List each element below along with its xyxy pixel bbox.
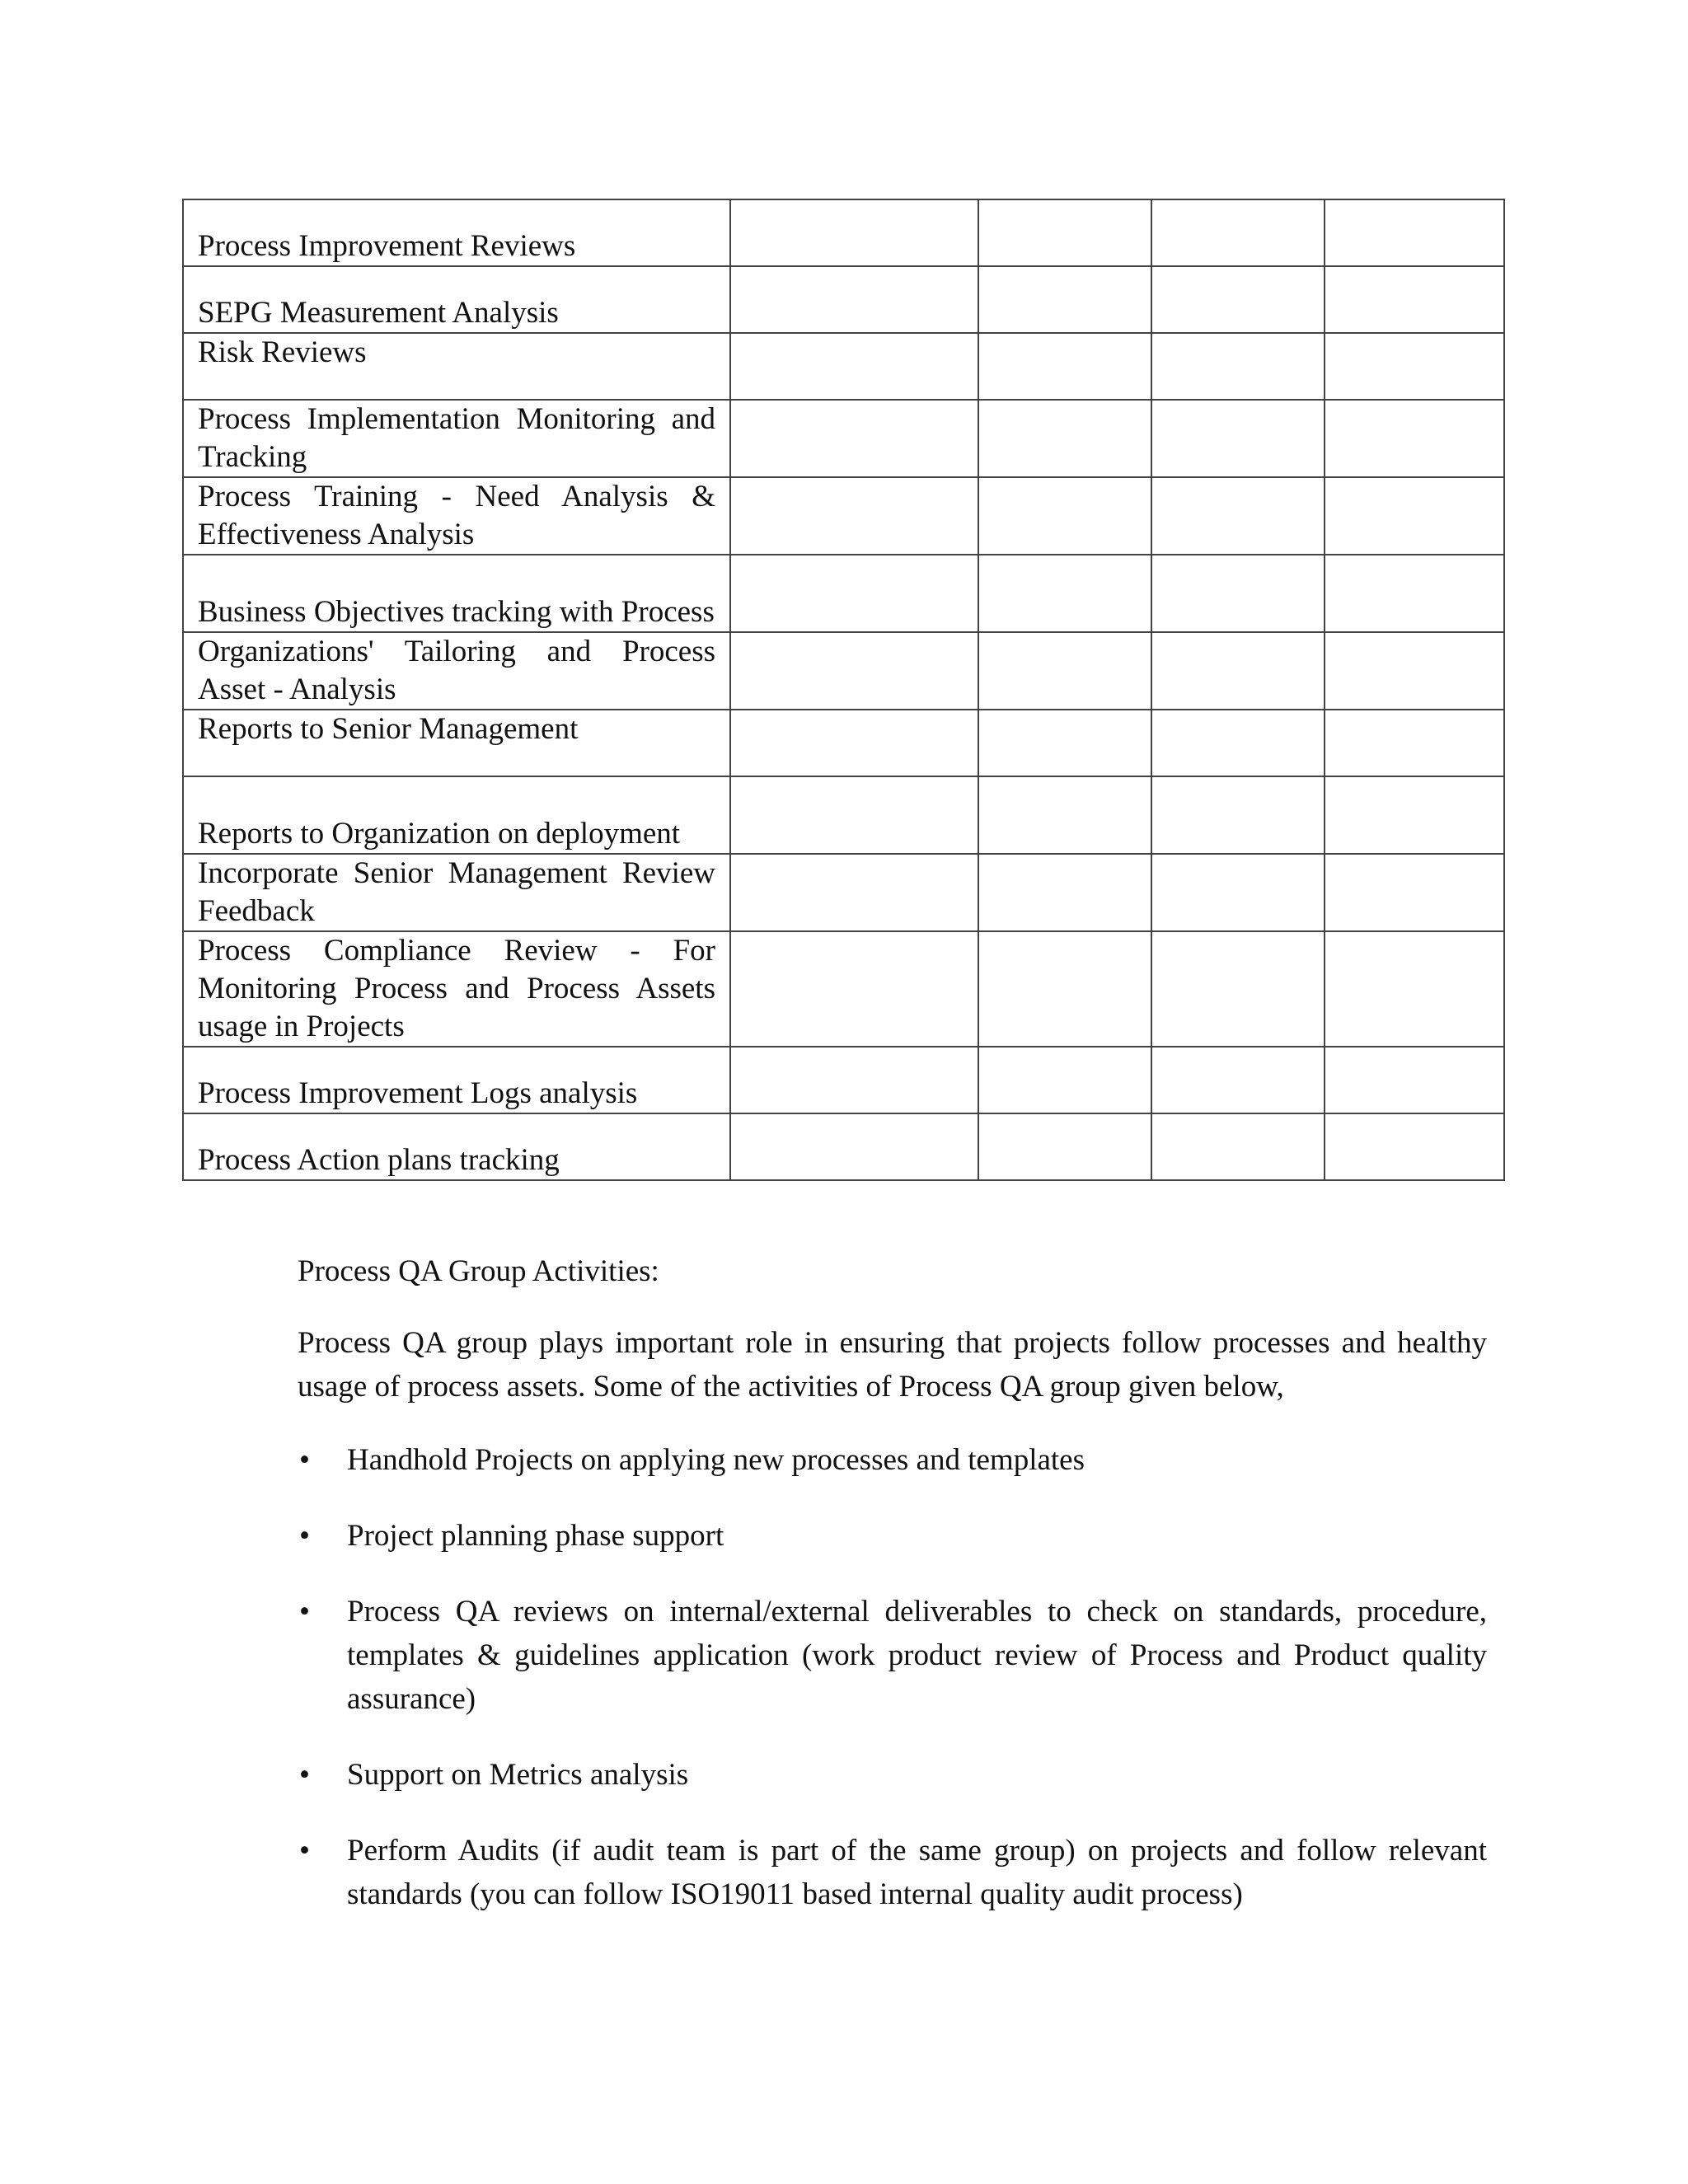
activity-name-cell: Process Implementation Monitoring and Tracking bbox=[183, 400, 730, 477]
activities-table bbox=[182, 199, 1505, 1181]
empty-cell bbox=[730, 400, 978, 477]
list-item bbox=[298, 1590, 1487, 1721]
empty-cell bbox=[978, 199, 1151, 266]
bullet-icon: • bbox=[299, 1443, 310, 1477]
empty-cell bbox=[978, 931, 1151, 1047]
activities-bullet-list bbox=[298, 1438, 1487, 1948]
empty-cell bbox=[1325, 199, 1504, 266]
empty-cell bbox=[978, 400, 1151, 477]
activity-name-cell: Risk Reviews bbox=[183, 333, 730, 400]
empty-cell bbox=[730, 199, 978, 266]
empty-cell bbox=[730, 333, 978, 400]
empty-cell bbox=[730, 710, 978, 776]
activity-name-cell: Reports to Senior Management bbox=[183, 710, 730, 776]
table-row bbox=[183, 199, 1504, 266]
table-row bbox=[183, 477, 1504, 555]
activity-name-cell: Organizations' Tailoring and Process Asset - Analysis bbox=[183, 632, 730, 710]
table-row bbox=[183, 776, 1504, 854]
empty-cell bbox=[1151, 199, 1325, 266]
list-item bbox=[298, 1438, 1487, 1482]
empty-cell bbox=[1151, 710, 1325, 776]
empty-cell bbox=[978, 1047, 1151, 1113]
list-item-text: Handhold Projects on applying new processes and templates bbox=[347, 1443, 1085, 1477]
empty-cell bbox=[978, 333, 1151, 400]
activity-name-cell: Process Improvement Reviews bbox=[183, 199, 730, 266]
empty-cell bbox=[1151, 776, 1325, 854]
bullet-icon: • bbox=[299, 1519, 310, 1553]
list-item-text: Perform Audits (if audit team is part of the same group) on projects and follow relevant standards (you can follow ISO19011 based internal quality audit process) bbox=[347, 1834, 1487, 1911]
empty-cell bbox=[1151, 1113, 1325, 1180]
section-intro-paragraph: Process QA group plays important role in ensuring that projects follow processes and healthy usage of process assets. Some of the activities of Process QA group given below, bbox=[298, 1326, 1487, 1404]
section-heading: Process QA Group Activities: bbox=[298, 1254, 659, 1288]
empty-cell bbox=[1325, 555, 1504, 632]
empty-cell bbox=[1151, 931, 1325, 1047]
list-item-text: Support on Metrics analysis bbox=[347, 1758, 689, 1792]
table-row bbox=[183, 854, 1504, 931]
empty-cell bbox=[1325, 477, 1504, 555]
empty-cell bbox=[1325, 333, 1504, 400]
bullet-icon: • bbox=[299, 1758, 310, 1792]
activity-name-cell: Process Training - Need Analysis & Effectiveness Analysis bbox=[183, 477, 730, 555]
empty-cell bbox=[1151, 266, 1325, 333]
empty-cell bbox=[730, 776, 978, 854]
empty-cell bbox=[1151, 477, 1325, 555]
empty-cell bbox=[978, 710, 1151, 776]
empty-cell bbox=[1325, 1113, 1504, 1180]
table-row bbox=[183, 632, 1504, 710]
list-item-text: Process QA reviews on internal/external deliverables to check on standards, procedure, templates & guidelines application (work product review of Process and Product quality assurance) bbox=[347, 1595, 1487, 1716]
list-item bbox=[298, 1753, 1487, 1797]
empty-cell bbox=[1151, 854, 1325, 931]
empty-cell bbox=[1325, 1047, 1504, 1113]
empty-cell bbox=[978, 555, 1151, 632]
empty-cell bbox=[730, 1047, 978, 1113]
empty-cell bbox=[978, 632, 1151, 710]
empty-cell bbox=[978, 854, 1151, 931]
empty-cell bbox=[730, 931, 978, 1047]
empty-cell bbox=[1325, 710, 1504, 776]
empty-cell bbox=[1325, 266, 1504, 333]
empty-cell bbox=[1151, 400, 1325, 477]
activity-name-cell: Process Action plans tracking bbox=[183, 1113, 730, 1180]
empty-cell bbox=[1151, 333, 1325, 400]
bullet-icon: • bbox=[299, 1595, 310, 1629]
bullet-icon: • bbox=[299, 1834, 310, 1868]
activity-name-cell: Incorporate Senior Management Review Feedback bbox=[183, 854, 730, 931]
table-row bbox=[183, 333, 1504, 400]
empty-cell bbox=[730, 854, 978, 931]
table-row bbox=[183, 400, 1504, 477]
list-item bbox=[298, 1514, 1487, 1558]
table-row bbox=[183, 710, 1504, 776]
empty-cell bbox=[1325, 776, 1504, 854]
empty-cell bbox=[730, 266, 978, 333]
activity-name-cell: SEPG Measurement Analysis bbox=[183, 266, 730, 333]
empty-cell bbox=[978, 1113, 1151, 1180]
table-row bbox=[183, 555, 1504, 632]
empty-cell bbox=[978, 266, 1151, 333]
table-row bbox=[183, 266, 1504, 333]
empty-cell bbox=[1325, 632, 1504, 710]
empty-cell bbox=[730, 555, 978, 632]
empty-cell bbox=[730, 632, 978, 710]
empty-cell bbox=[1325, 854, 1504, 931]
table-row bbox=[183, 1113, 1504, 1180]
empty-cell bbox=[978, 776, 1151, 854]
empty-cell bbox=[1325, 931, 1504, 1047]
empty-cell bbox=[978, 477, 1151, 555]
empty-cell bbox=[730, 477, 978, 555]
empty-cell bbox=[1151, 1047, 1325, 1113]
table-row bbox=[183, 1047, 1504, 1113]
activity-name-cell: Process Improvement Logs analysis bbox=[183, 1047, 730, 1113]
empty-cell bbox=[1151, 632, 1325, 710]
table-row bbox=[183, 931, 1504, 1047]
activity-name-cell: Reports to Organization on deployment bbox=[183, 776, 730, 854]
activity-name-cell: Process Compliance Review - For Monitoring Process and Process Assets usage in Projects bbox=[183, 931, 730, 1047]
activity-name-cell: Business Objectives tracking with Process bbox=[183, 555, 730, 632]
empty-cell bbox=[730, 1113, 978, 1180]
empty-cell bbox=[1325, 400, 1504, 477]
list-item bbox=[298, 1829, 1487, 1916]
list-item-text: Project planning phase support bbox=[347, 1519, 724, 1553]
empty-cell bbox=[1151, 555, 1325, 632]
